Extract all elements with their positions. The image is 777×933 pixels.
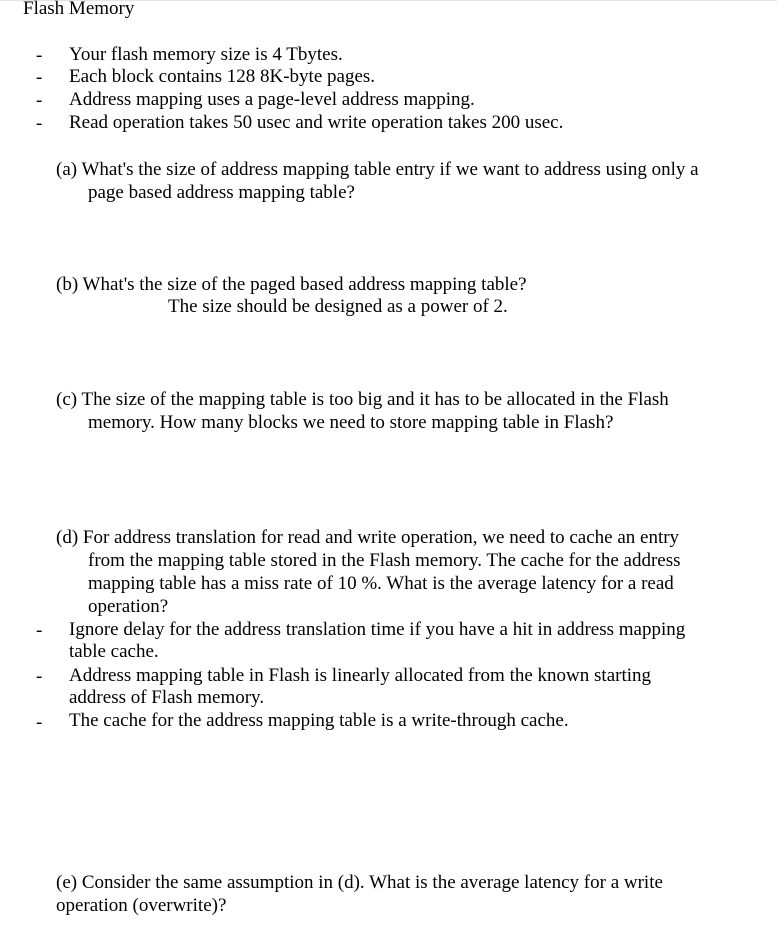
- intro-bullet-4: Read operation takes 50 usec and write operation takes 200 usec.: [69, 112, 564, 133]
- question-e-line-1: (e) Consider the same assumption in (d). What is the average latency for a write: [56, 872, 663, 893]
- assumption-1-line-1: Ignore delay for the address translation time if you have a hit in address mapping: [69, 619, 686, 640]
- question-e-line-2: operation (overwrite)?: [56, 895, 227, 916]
- intro-bullet-3: Address mapping uses a page-level address mapping.: [69, 89, 475, 110]
- bullet-dash: -: [36, 67, 43, 88]
- bullet-dash: -: [36, 45, 43, 66]
- question-c-line-2: memory. How many blocks we need to store mapping table in Flash?: [88, 412, 614, 433]
- question-a-line-1: (a) What's the size of address mapping table entry if we want to address using only a: [56, 159, 699, 180]
- question-a-line-2: page based address mapping table?: [88, 182, 355, 203]
- question-d-line-1: (d) For address translation for read and write operation, we need to cache an entry: [56, 527, 680, 548]
- question-b-line-2: The size should be designed as a power of 2.: [168, 296, 508, 317]
- question-d-line-2: from the mapping table stored in the Flash memory. The cache for the address: [88, 550, 681, 571]
- question-c-line-1: (c) The size of the mapping table is too big and it has to be allocated in the Flash: [56, 389, 669, 410]
- page-title: Flash Memory: [23, 0, 135, 19]
- assumption-1-line-2: table cache.: [69, 641, 159, 662]
- question-b-line-1: (b) What's the size of the paged based address mapping table?: [56, 274, 527, 295]
- bullet-dash: -: [36, 620, 43, 641]
- intro-bullet-2: Each block contains 128 8K-byte pages.: [69, 66, 376, 87]
- assumption-3-line-1: The cache for the address mapping table is a write-through cache.: [69, 710, 569, 731]
- question-d-line-4: operation?: [88, 596, 169, 617]
- bullet-dash: -: [36, 90, 43, 111]
- assumption-2-line-2: address of Flash memory.: [69, 687, 265, 708]
- bullet-dash: -: [36, 113, 43, 134]
- assumption-2-line-1: Address mapping table in Flash is linearly allocated from the known starting: [69, 665, 652, 686]
- intro-bullet-1: Your flash memory size is 4 Tbytes.: [69, 44, 343, 65]
- bullet-dash: -: [36, 712, 43, 733]
- bullet-dash: -: [36, 666, 43, 687]
- question-d-line-3: mapping table has a miss rate of 10 %. What is the average latency for a read: [88, 573, 674, 594]
